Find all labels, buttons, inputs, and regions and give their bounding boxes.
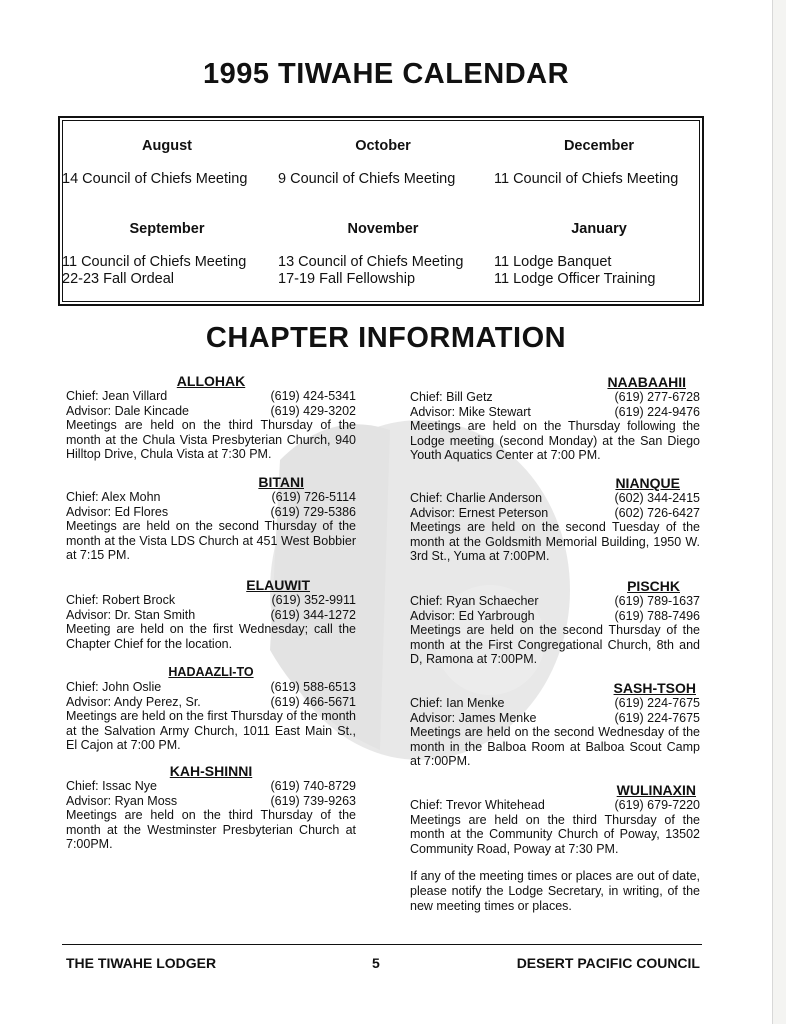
chapter-kah-shinni [66,763,356,852]
chief-phone: (619) 352-9911 [271,593,356,607]
calendar-month: October [355,138,411,154]
calendar-august [62,138,272,188]
chief-name: Chief: Ryan Schaecher [410,594,539,608]
calendar-event: 17-19 Fall Fellowship [278,271,416,287]
chapter-pischk [410,578,700,667]
chief-row [410,594,700,609]
footer-publication: THE TIWAHE LODGER [66,955,217,971]
advisor-row [410,609,700,624]
chapter-name: WULINAXIN [616,782,696,798]
calendar-event: 9 Council of Chiefs Meeting [278,171,456,187]
calendar-event: 14 Council of Chiefs Meeting [62,171,248,187]
meeting-description: Meetings are held on the Thursday following the Lodge meeting (second Monday) at the San Diego Youth Aquatics Center at 7:00 PM. [410,419,700,462]
advisor-name: Advisor: Dr. Stan Smith [66,607,196,622]
chief-name: Chief: Robert Brock [66,593,176,607]
advisor-row [410,405,700,420]
advisor-name: Advisor: Ernest Peterson [410,505,549,520]
meeting-description: Meetings are held on the second Tuesday of the month at the Goldsmith Memorial Building, 1950 W. 3rd St., Yuma at 7:00PM. [410,520,700,563]
chief-row [66,680,356,695]
chief-phone: (619) 277-6728 [614,390,700,404]
meeting-description: Meetings are held on the third Thursday of the month at the Community Church of Poway, 13502 Community Road, Poway at 7:30 PM. [410,812,700,856]
calendar-september [62,221,272,288]
chapter-name: ELAUWIT [246,577,310,593]
meeting-description: Meetings are held on the second Thursday of the month at the Vista LDS Church at 451 West Bobbier at 7:15 PM. [66,519,356,562]
chief-row [66,490,356,505]
advisor-phone: (619) 788-7496 [614,608,700,623]
chief-phone: (619) 726-5114 [271,490,356,504]
footer-divider [62,944,702,945]
advisor-phone: (619) 466-5671 [270,694,356,709]
chief-row [66,779,356,794]
chapter-name: NIANQUE [615,475,680,491]
chief-row [410,696,700,711]
chapter-nianque [410,475,700,564]
advisor-name: Advisor: Dale Kincade [66,403,189,418]
chief-name: Chief: Issac Nye [66,779,158,793]
chief-phone: (602) 344-2415 [614,491,700,505]
chapter-name: HADAAZLI-TO [168,665,254,679]
calendar-november [278,221,488,288]
advisor-name: Advisor: James Menke [410,710,537,725]
advisor-phone: (619) 224-9476 [614,404,700,419]
chief-phone: (619) 224-7675 [614,696,700,710]
meeting-description: Meetings are held on the third Thursday of the month at the Westminster Presbyterian Church at 7:00PM. [66,808,356,851]
chapter-naabaahii [410,374,700,463]
chapter-hadaazli-to [66,664,356,753]
meeting-description: Meetings are held on the second Thursday of the month at the First Congregational Church, 8th and D, Ramona at 7:00PM. [410,623,700,666]
calendar-box [58,116,704,306]
section-title: CHAPTER INFORMATION [205,322,567,354]
chapter-name: ALLOHAK [176,373,246,389]
advisor-row [66,695,356,710]
chapter-name: NAABAAHII [607,374,686,390]
chief-name: Chief: Bill Getz [410,390,493,404]
advisor-phone: (619) 224-7675 [614,710,700,725]
advisor-row [66,505,356,520]
chapter-bitani [66,474,356,563]
chief-phone: (619) 588-6513 [270,680,356,694]
advisor-name: Advisor: Mike Stewart [410,404,531,419]
calendar-month: September [129,221,205,237]
chief-name: Chief: Charlie Anderson [410,491,543,505]
chapter-elauwit [66,577,356,651]
advisor-row [66,794,356,809]
calendar-month: January [571,221,627,237]
advisor-name: Advisor: Ed Yarbrough [410,608,535,623]
chief-name: Chief: Ian Menke [410,696,505,710]
chapter-allohak [66,373,356,462]
calendar-event: 13 Council of Chiefs Meeting [278,254,464,270]
chapter-name: SASH-TSOH [613,680,696,696]
meeting-description: Meeting are held on the first Wednesday; call the Chapter Chief for the location. [66,622,356,651]
advisor-row [410,506,700,521]
calendar-month: November [347,221,419,237]
calendar-month: December [563,138,635,154]
advisor-phone: (619) 739-9263 [270,793,356,808]
advisor-phone: (619) 429-3202 [270,403,356,418]
update-note: If any of the meeting times or places are out of date, please notify the Lodge Secretary, in writing, of the new meeting times or places. [410,869,700,913]
chapter-name: BITANI [258,474,304,490]
advisor-name: Advisor: Ryan Moss [66,793,178,808]
meeting-description: Meetings are held on the first Thursday of the month at the Salvation Army Church, 1011 East Main St., El Cajon at 7:00 PM. [66,709,356,752]
chapter-name: KAH-SHINNI [169,763,253,779]
chief-row [66,593,356,608]
chapter-name: PISCHK [627,578,680,594]
advisor-phone: (619) 729-5386 [270,504,356,519]
chief-name: Chief: John Oslie [66,680,162,694]
calendar-december [494,138,704,188]
chapter-sash-tsoh [410,680,700,769]
chief-phone: (619) 789-1637 [614,594,700,608]
advisor-row [66,608,356,623]
advisor-row [66,404,356,419]
chief-phone: (619) 740-8729 [270,779,356,793]
advisor-name: Advisor: Andy Perez, Sr. [66,694,201,709]
chief-name: Chief: Trevor Whitehead [410,798,545,812]
calendar-event: 11 Lodge Officer Training [494,271,656,287]
calendar-event: 11 Council of Chiefs Meeting [62,254,247,270]
chief-name: Chief: Jean Villard [66,389,168,403]
calendar-event: 11 Council of Chiefs Meeting [494,171,679,187]
chief-phone: (619) 424-5341 [270,389,356,403]
chief-name: Chief: Alex Mohn [66,490,161,504]
calendar-october [278,138,488,188]
chief-row [66,389,356,404]
chief-phone: (619) 679-7220 [614,798,700,812]
chapter-wulinaxin [410,782,700,856]
calendar-month: August [142,138,192,154]
chief-row [410,798,700,813]
advisor-phone: (602) 726-6427 [614,505,700,520]
chief-row [410,390,700,405]
advisor-name: Advisor: Ed Flores [66,504,169,519]
footer-page-number: 5 [372,955,380,971]
advisor-row [410,711,700,726]
calendar-event: 11 Lodge Banquet [494,254,612,270]
advisor-phone: (619) 344-1272 [270,607,356,622]
meeting-description: Meetings are held on the third Thursday of the month at the Chula Vista Presbyterian Church, 940 Hilltop Drive, Chula Vista at 7:30 PM. [66,418,356,461]
calendar-event: 22-23 Fall Ordeal [62,271,175,287]
page-title: 1995 TIWAHE CALENDAR [202,58,570,90]
meeting-description: Meetings are held on the second Wednesday of the month in the Balboa Room at Balboa Scout Camp at 7:00PM. [410,725,700,768]
footer-council: DESERT PACIFIC COUNCIL [516,955,700,971]
calendar-january [494,221,704,288]
chief-row [410,491,700,506]
